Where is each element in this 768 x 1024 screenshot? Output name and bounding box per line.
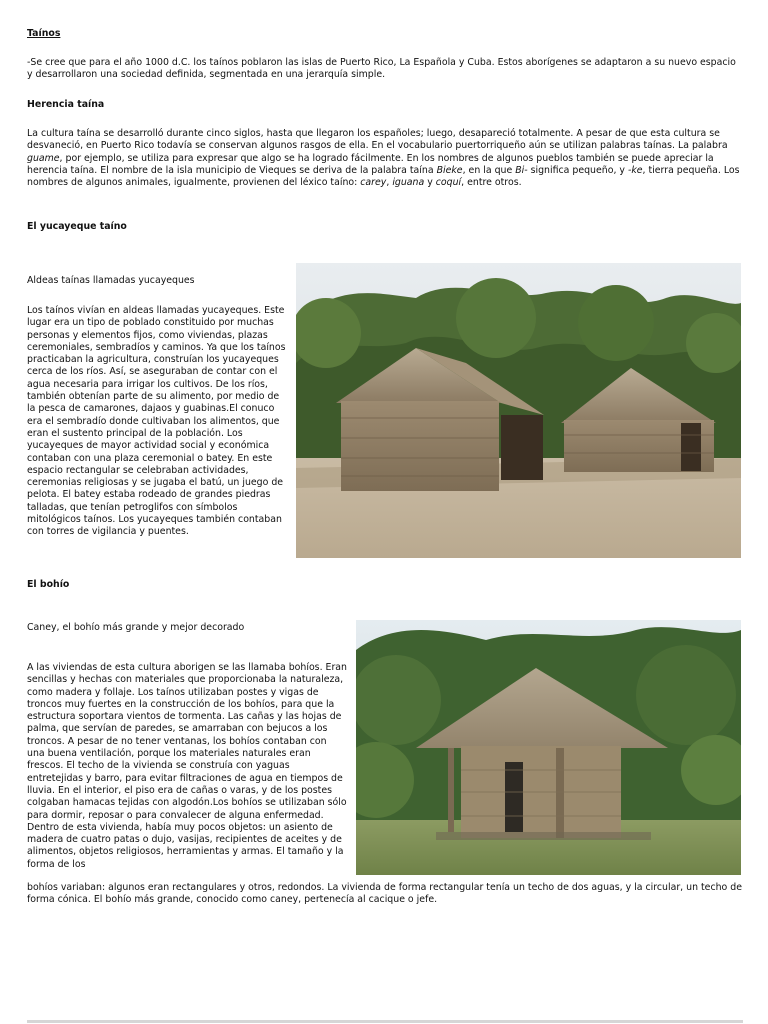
heading-yucayeque: El yucayeque taíno (27, 221, 127, 232)
yucayeque-body: Los taínos vivían en aldeas llamadas yucayeques. Este lugar era un tipo de poblado constituido por muchas personas y elementos fijos, como viviendas, plazas ceremoniales, sembradíos y caminos. Ya que los taínos practicaban la agricultura, construían los yucayeques cerca de los ríos. Así, se aseguraban de contar con el agua necesaria para irrigar los cultivos. De los ríos, también obtenían parte de su alimento, por medio de la pesca de camarones, dajaos y guabinas.El conuco era el sembradío donde cultivaban los alimentos, que eran el sustento principal de la población. Los yucayeques de mayor actividad social y económica contaban con una plaza ceremonial o batey. En este espacio rectangular se celebraban actividades, ceremonias religiosas y se jugaba el batú, un juego de pelota. El batey estaba rodeado de grandes piedras talladas, que tenían petroglifos con símbolos mitológicos taínos. Los yucayeques también contaban con torres de vigilancia y puentes. (27, 305, 286, 538)
caney-photo (356, 620, 741, 875)
caption-bohio: Caney, el bohío más grande y mejor decorado (27, 622, 245, 633)
caption-yucayeque: Aldeas taínas llamadas yucayeques (27, 275, 195, 286)
herencia-paragraph: La cultura taína se desarrolló durante cinco siglos, hasta que llegaron los españoles; luego, desapareció totalmente. A pesar de que esta cultura se desvaneció, en Puerto Rico todavía se conservan algunos rasgos de ella. En el vocabulario puertorriqueño aún se utilizan palabras taínas. La palabra guame, por ejemplo, se utiliza para expresar que algo se ha logrado fácilmente. En los nombres de algunos pueblos también se puede apreciar la herencia taína. El nombre de la isla municipio de Vieques se deriva de la palabra taína Bieke, en la que Bi- significa pequeño, y -ke, tierra pequeña. Los nombres de algunos animales, igualmente, provienen del léxico taíno: carey, iguana y coquí, entre otros. (27, 128, 740, 189)
heading-tainos: Taínos (27, 28, 61, 39)
bohio-body: A las viviendas de esta cultura aborigen se las llamaba bohíos. Eran sencillas y hechas con materiales que proporcionaba la naturaleza, como madera y follaje. Los taínos utilizaban postes y vigas de troncos muy fuertes en la construcción de los bohíos, para que la estructura soportara vientos de tormenta. Las cañas y las hojas de palma, que servían de paredes, se amarraban con bejucos a los troncos. A pesar de no tener ventanas, los bohíos contaban con una buena ventilación, porque los materiales naturales eran frescos. El techo de la vivienda se construía con yaguas entretejidas y barro, para evitar filtraciones de agua en tiempos de lluvia. En el interior, el piso era de cañas o varas, y de los postes colgaban hamacas tejidas con algodón.Los bohíos se utilizaban sólo para dormir, reposar o para convalecer de alguna enfermedad. Dentro de esta vivienda, había muy pocos objetos: un asiento de madera de cuatro patas o dujo, vasijas, recipientes de aceites y de alimentos, objetos religiosos, herramientas y armas. El tamaño y la forma de los (27, 662, 347, 870)
intro-paragraph: -Se cree que para el año 1000 d.C. los taínos poblaron las islas de Puerto Rico, La Española y Cuba. Estos aborígenes se adaptaron a su nuevo espacio y desarrollaron una sociedad definida, segmentada en una jerarquía simple. (27, 57, 736, 81)
village-photo (296, 263, 741, 558)
heading-herencia: Herencia taína (27, 99, 105, 110)
page-divider (27, 1020, 743, 1023)
heading-bohio: El bohío (27, 579, 70, 590)
bohio-body-continued: bohíos variaban: algunos eran rectangulares y otros, redondos. La vivienda de forma rectangular tenía un techo de dos aguas, y la circular, un techo de forma cónica. El bohío más grande, conocido como caney, pertenecía al cacique o jefe. (27, 882, 742, 906)
